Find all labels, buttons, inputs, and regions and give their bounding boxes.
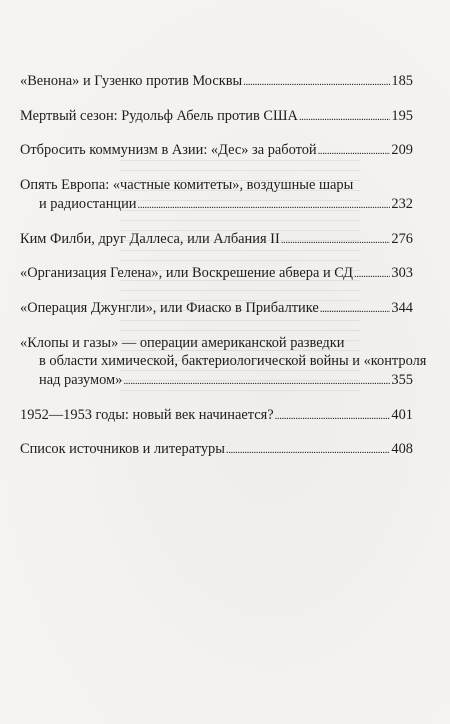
- toc-entry: [20, 406, 413, 426]
- toc-entry: [20, 440, 413, 460]
- toc-entry: [20, 176, 413, 214]
- leader-dots: [123, 372, 390, 391]
- toc-entry-page: 276: [391, 230, 413, 247]
- leader-dots: [299, 108, 391, 127]
- toc-entry-title: «Организация Гелена», или Воскрешение абвера и СД: [20, 265, 353, 282]
- toc-entry: [20, 107, 413, 127]
- toc-entry-title: над разумом»: [39, 372, 123, 389]
- toc-entry-title: Отбросить коммунизм в Азии: «Дес» за работой: [20, 142, 317, 159]
- toc-entry-title-line: «Клопы и газы» — операции американской разведки: [20, 334, 345, 351]
- leader-dots: [318, 142, 391, 161]
- toc-entry-page: 408: [391, 441, 413, 458]
- toc-entry-page: 232: [391, 195, 413, 212]
- toc-entry-page: 209: [391, 142, 413, 159]
- toc-entry-page: 344: [391, 299, 413, 316]
- toc-entry: [20, 334, 427, 391]
- toc-entry-title: «Венона» и Гузенко против Москвы: [20, 73, 243, 89]
- toc-entry-title: Мертвый сезон: Рудольф Абель против США: [20, 107, 298, 124]
- toc-entry-page: 401: [391, 406, 413, 423]
- toc-entry-page: 185: [391, 73, 413, 89]
- toc-entry-title: и радиостанции: [39, 195, 137, 212]
- toc-entry-page: 355: [391, 372, 413, 389]
- toc-entry: [20, 299, 413, 319]
- leader-dots: [281, 231, 391, 250]
- toc-entry: [20, 264, 413, 284]
- leader-dots: [226, 441, 391, 460]
- toc-entry-page: 303: [391, 265, 413, 282]
- toc-entry-title: 1952—1953 годы: новый век начинается?: [20, 406, 274, 423]
- leader-dots: [138, 196, 391, 215]
- leader-dots: [275, 407, 391, 426]
- toc-entry-title: Ким Филби, друг Даллеса, или Албания II: [20, 230, 280, 247]
- toc-entry: [20, 72, 413, 92]
- leader-dots: [354, 265, 390, 284]
- toc-entry: [20, 230, 413, 250]
- table-of-contents: [20, 72, 427, 475]
- toc-entry-title-line: в области химической, бактериологической войны и «контроля: [39, 353, 427, 370]
- leader-dots: [320, 300, 391, 319]
- toc-entry-page: 195: [391, 107, 413, 124]
- leader-dots: [243, 73, 390, 92]
- toc-entry: [20, 141, 413, 161]
- toc-entry-title: «Операция Джунгли», или Фиаско в Прибалтике: [20, 299, 319, 316]
- toc-entry-title-line: Опять Европа: «частные комитеты», воздушные шары: [20, 177, 354, 194]
- toc-entry-title: Список источников и литературы: [20, 441, 225, 458]
